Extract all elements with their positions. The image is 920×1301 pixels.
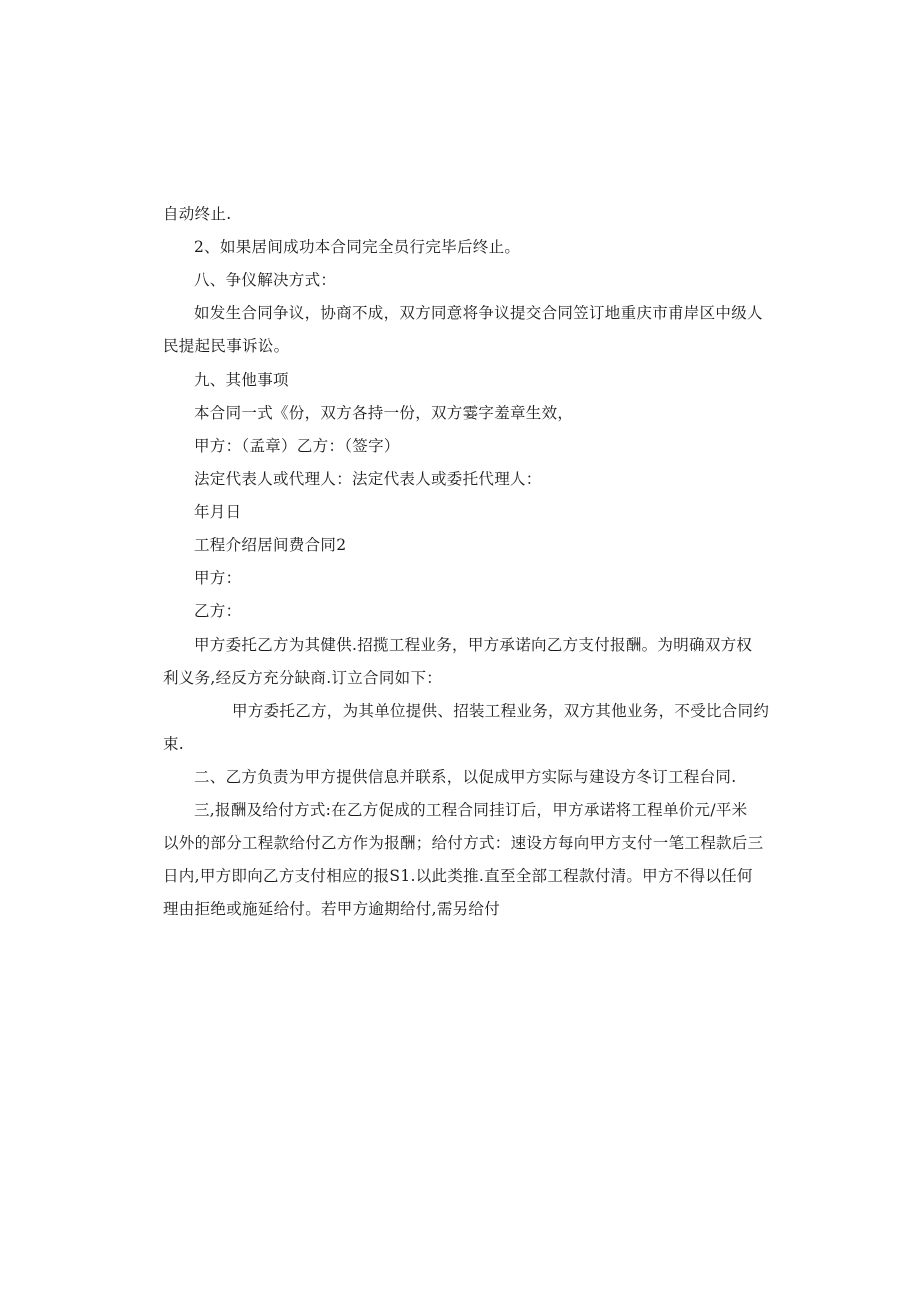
text-line-9: 法定代表人或代理人：法定代表人或委托代理人：	[194, 470, 542, 488]
party-b-line: 乙方：	[194, 602, 242, 620]
text-line-5: 民提起民事诉讼。	[163, 337, 290, 355]
text-line-4: 如发生合同争议，协商不成，双方同意将争议提交合同笠订地重庆市甫岸区中级人	[194, 304, 763, 322]
text-line-2: 2、如果居间成功本合同完全员行完毕后终止。	[194, 238, 521, 256]
text-line-14: 甲方委托乙方为其健供.招揽工程业务，甲方承诺向乙方支付报酬。为明确双方权	[194, 636, 753, 654]
clause-3-line-1: 三,报酬及给付方式:在乙方促成的工程合同挂订后，甲方承诺将工程单价元/平米	[194, 801, 748, 819]
party-a-line: 甲方：	[194, 569, 242, 587]
clause-3-line-2: 以外的部分工程款给付乙方作为报酬；给付方式：速设方每向甲方支付一笔工程款后三	[163, 834, 764, 852]
section-heading-8: 八、争仪解决方式：	[194, 271, 337, 289]
clause-2-line: 二、乙方负责为甲方提供信息并联系，以促成甲方实际与建设方冬订工程台同.	[194, 768, 737, 786]
clause-3-line-4: 理由拒绝或施延给付。若甲方逾期给付,需另给付	[163, 900, 501, 918]
section-heading-9: 九、其他事项	[194, 371, 289, 389]
text-line-7: 本合同一式《份，双方各持一份，双方霎字羞章生效，	[194, 404, 574, 422]
text-line-16: 甲方委托乙方，为其单位提供、招装工程业务，双方其他业务，不受比合同约	[232, 702, 770, 720]
text-line-15: 利义务,经反方充分缺商.订立合同如下：	[163, 669, 443, 687]
clause-3-line-3: 日内,甲方即向乙方支付相应的报S1.以此类推.直至全部工程款付清。甲方不得以任何	[163, 867, 753, 885]
document-title-2: 工程介绍居间费合同2	[194, 536, 347, 554]
text-line-17: 束.	[163, 735, 185, 753]
text-line-8: 甲方：（孟章）乙方：（签字）	[194, 437, 400, 455]
date-line: 年月日	[194, 503, 242, 521]
text-line-1: 自动终止.	[163, 205, 232, 223]
